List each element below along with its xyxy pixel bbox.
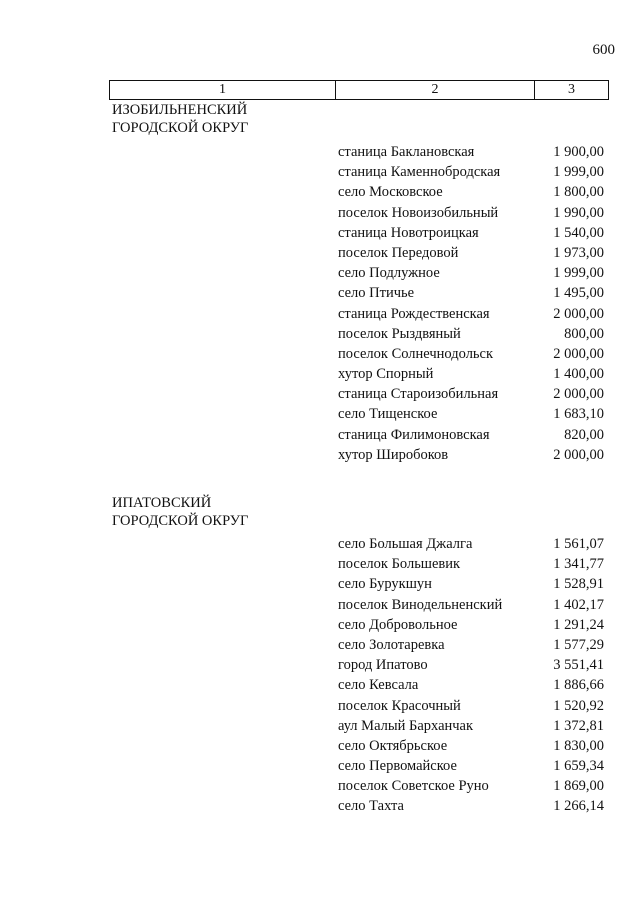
- column-header-1: 1: [110, 81, 336, 99]
- settlement-value: 1 886,66: [553, 677, 604, 694]
- settlement-value: 1 577,29: [553, 636, 604, 653]
- settlement-row: [0, 776, 639, 796]
- settlement-value: 1 528,91: [553, 576, 604, 593]
- settlement-value: 1 990,00: [553, 204, 604, 221]
- settlement-row: [0, 675, 639, 695]
- district-title: [112, 494, 248, 530]
- settlement-row: [0, 716, 639, 736]
- settlement-name: поселок Солнечнодольск: [338, 345, 494, 362]
- settlement-value: 1 400,00: [553, 366, 604, 383]
- settlement-name: поселок Большевик: [338, 556, 461, 573]
- settlement-row: [0, 283, 639, 303]
- settlement-value: 1 830,00: [553, 737, 604, 754]
- settlement-row: [0, 203, 639, 223]
- settlement-value: 1 495,00: [553, 285, 604, 302]
- settlement-name: поселок Передовой: [338, 244, 459, 261]
- settlement-name: село Птичье: [338, 285, 415, 302]
- settlement-name: станица Баклановская: [338, 144, 475, 160]
- settlement-name: село Подлужное: [338, 265, 440, 282]
- settlement-row: [0, 162, 639, 182]
- settlement-row: [0, 243, 639, 263]
- settlement-row: [0, 425, 639, 445]
- settlement-row: [0, 635, 639, 655]
- settlement-value: 1 900,00: [553, 144, 604, 160]
- settlement-name: село Октябрьское: [338, 737, 448, 754]
- settlement-value: 2 000,00: [553, 345, 604, 362]
- page-number: 600: [592, 42, 615, 58]
- settlement-value: 1 341,77: [553, 556, 604, 573]
- settlement-value: 1 372,81: [553, 717, 604, 734]
- settlement-row: [0, 554, 639, 574]
- district-title-line2: ГОРОДСКОЙ ОКРУГ: [112, 120, 249, 136]
- settlement-row: [0, 364, 639, 384]
- settlement-row: [0, 655, 639, 675]
- settlement-row: [0, 534, 639, 554]
- settlement-name: станица Каменнобродская: [338, 164, 501, 181]
- settlement-name: станица Староизобильная: [338, 386, 499, 403]
- settlement-row: [0, 344, 639, 364]
- settlement-name: хутор Спорный: [338, 366, 434, 383]
- district-title: [112, 101, 248, 137]
- settlement-name: село Первомайское: [338, 758, 457, 775]
- settlement-name: село Большая Джалга: [338, 536, 473, 552]
- settlement-name: станица Филимоновская: [338, 426, 490, 443]
- column-header-3: 3: [568, 82, 575, 97]
- settlement-name: аул Малый Барханчак: [338, 717, 474, 734]
- settlement-value: 1 800,00: [553, 184, 604, 201]
- settlement-name: хутор Широбоков: [338, 446, 449, 463]
- district-title-line2: ГОРОДСКОЙ ОКРУГ: [112, 513, 249, 529]
- settlement-name: поселок Рыздвяный: [338, 325, 461, 342]
- settlement-value: 1 659,34: [553, 758, 604, 775]
- district-title-line1: ИЗОБИЛЬНЕНСКИЙ: [112, 102, 248, 118]
- settlement-row: [0, 404, 639, 424]
- settlement-name: поселок Винодельненский: [338, 596, 503, 613]
- settlement-value: 2 000,00: [553, 446, 604, 463]
- settlement-value: 1 973,00: [553, 244, 604, 261]
- settlement-value: 1 291,24: [553, 616, 604, 633]
- settlement-value: 1 520,92: [553, 697, 604, 714]
- settlement-row: [0, 736, 639, 756]
- settlement-value: 820,00: [564, 426, 604, 443]
- settlement-value: 3 551,41: [553, 657, 604, 674]
- settlement-list: [0, 142, 639, 465]
- settlement-row: [0, 445, 639, 465]
- settlement-value: 1 402,17: [553, 596, 604, 613]
- settlement-row: [0, 756, 639, 776]
- settlement-name: село Тахта: [338, 798, 404, 815]
- settlement-row: [0, 263, 639, 283]
- settlement-name: село Московское: [338, 184, 443, 201]
- settlement-row: [0, 384, 639, 404]
- settlement-name: село Кевсала: [338, 677, 419, 694]
- settlement-row: [0, 142, 639, 162]
- settlement-row: [0, 304, 639, 324]
- settlement-name: село Тищенское: [338, 406, 438, 423]
- settlement-name: село Золотаревка: [338, 636, 445, 653]
- settlement-value: 1 999,00: [553, 265, 604, 282]
- settlement-value: 2 000,00: [553, 386, 604, 403]
- settlement-row: [0, 595, 639, 615]
- settlement-value: 1 999,00: [553, 164, 604, 181]
- settlement-value: 800,00: [564, 325, 604, 342]
- settlement-row: [0, 324, 639, 344]
- settlement-row: [0, 796, 639, 816]
- settlement-row: [0, 574, 639, 594]
- settlement-value: 1 561,07: [553, 536, 604, 552]
- settlement-name: село Бурукшун: [338, 576, 432, 593]
- settlement-row: [0, 696, 639, 716]
- settlement-row: [0, 223, 639, 243]
- column-header-2: 2: [336, 81, 535, 99]
- settlement-value: 1 869,00: [553, 778, 604, 795]
- settlement-name: поселок Красочный: [338, 697, 461, 714]
- district-title-line1: ИПАТОВСКИЙ: [112, 495, 212, 511]
- settlement-name: станица Новотроицкая: [338, 224, 479, 241]
- settlement-name: поселок Советское Руно: [338, 778, 489, 795]
- settlement-value: 2 000,00: [553, 305, 604, 322]
- column-header-row: [109, 80, 609, 100]
- settlement-row: [0, 615, 639, 635]
- settlement-name: село Добровольное: [338, 616, 458, 633]
- settlement-value: 1 683,10: [553, 406, 604, 423]
- settlement-name: поселок Новоизобильный: [338, 204, 499, 221]
- settlement-value: 1 266,14: [553, 798, 604, 815]
- settlement-name: станица Рождественская: [338, 305, 490, 322]
- settlement-row: [0, 182, 639, 202]
- settlement-value: 1 540,00: [553, 224, 604, 241]
- settlement-list: [0, 534, 639, 817]
- settlement-name: город Ипатово: [338, 657, 428, 674]
